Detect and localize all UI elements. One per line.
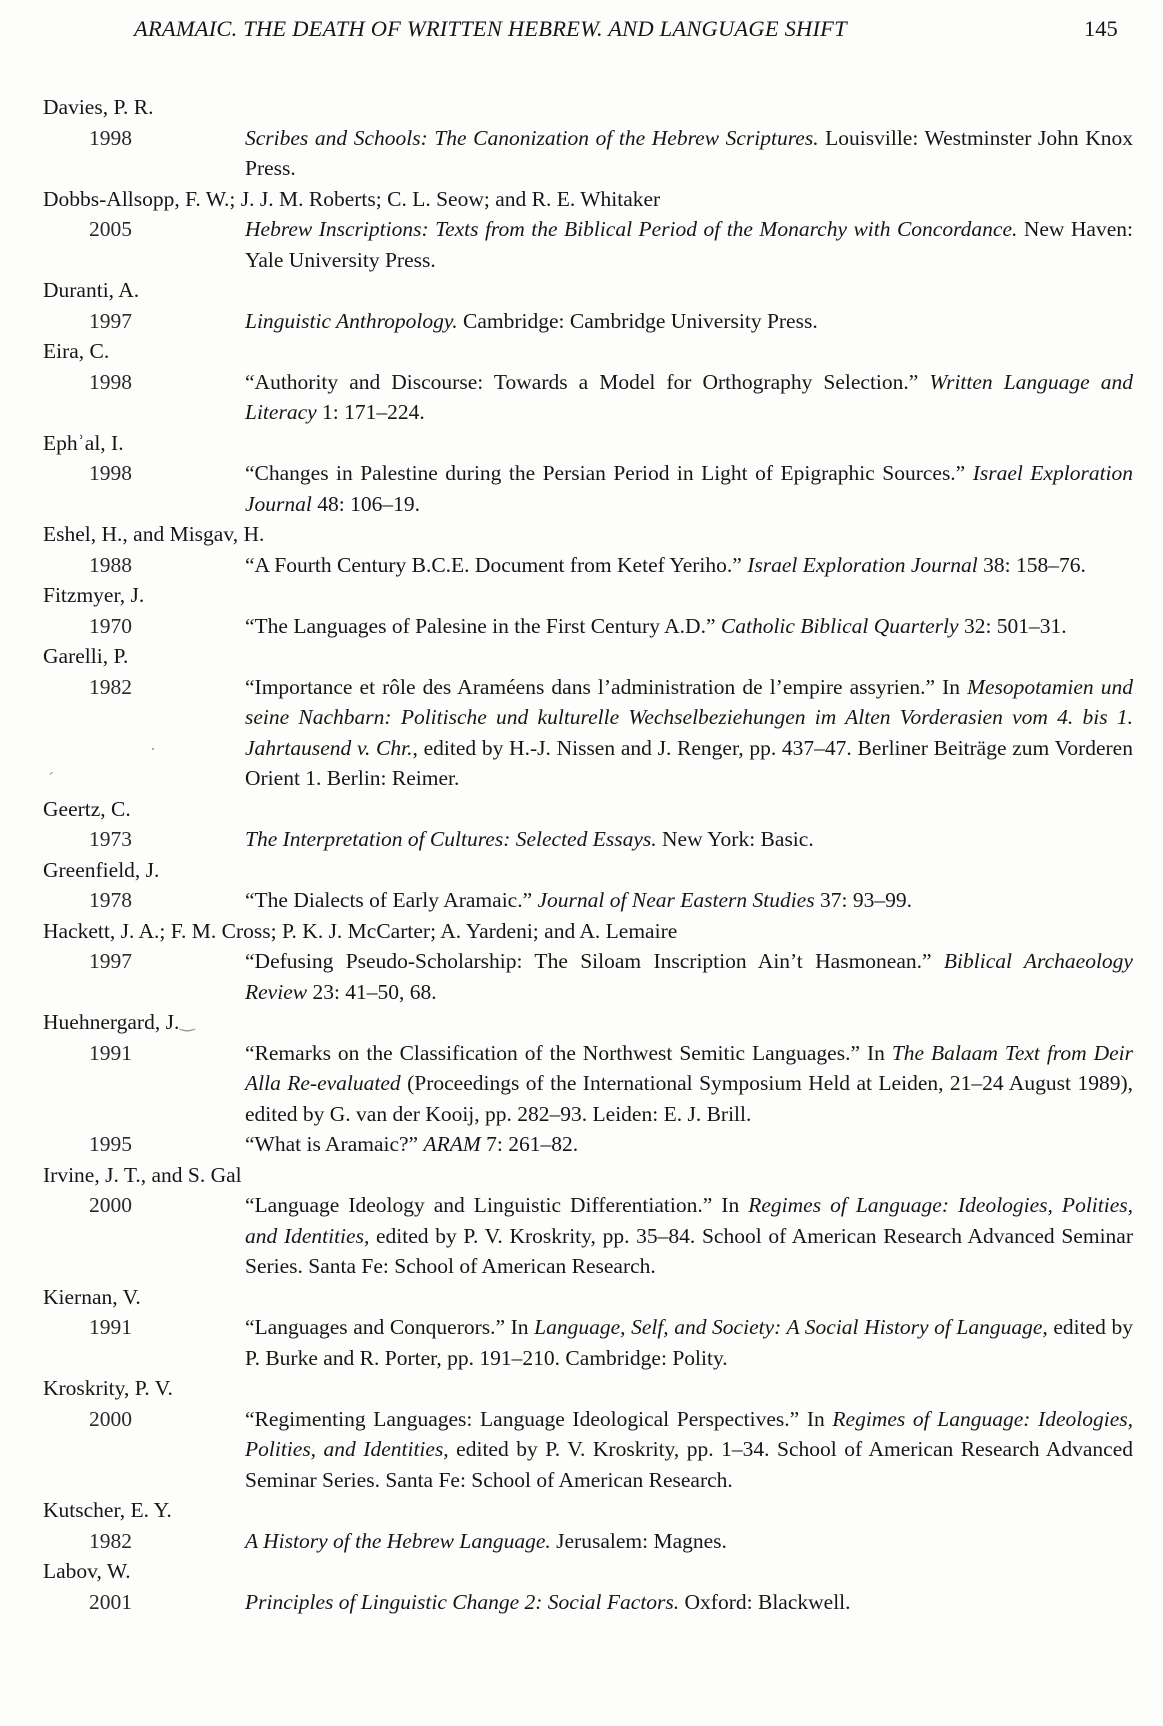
reference-citation [245, 1587, 1133, 1618]
reference-citation [245, 885, 1133, 916]
citation-title: The Balaam Text from Deir Alla Re-evaluated [245, 1040, 1133, 1095]
citation-title: Regimes of Language: Ideologies, Polities, and Identities, [245, 1406, 1133, 1461]
citation-text: edited by P. V. Kroskrity, pp. 35–84. School of American Research Advanced Seminar Series. Santa Fe: School of American Research. [245, 1223, 1133, 1278]
reference-entry [43, 1404, 1133, 1496]
citation-text: “The Dialects of Early Aramaic.” [245, 888, 538, 912]
reference-author: Eshel, H., and Misgav, H. [43, 522, 265, 546]
reference-entry [43, 885, 1133, 916]
reference-author: Garelli, P. [43, 644, 129, 668]
page-number: 145 [1084, 16, 1118, 41]
reference-author: Kiernan, V. [43, 1284, 141, 1309]
scan-speck: · [150, 739, 156, 759]
reference-author: Geertz, C. [43, 796, 131, 821]
citation-title: Scribes and Schools: The Canonization of the Hebrew Scriptures. [245, 125, 819, 150]
citation-text: “Defusing Pseudo-Scholarship: The Siloam Inscription Ain’t Hasmonean.” [245, 949, 944, 973]
reference-year: 2000 [89, 1406, 132, 1431]
citation-title: ARAM [423, 1132, 481, 1156]
reference-entry [43, 214, 1133, 275]
reference-citation [245, 824, 1133, 855]
citation-title: A History of the Hebrew Language. [245, 1528, 551, 1553]
citation-title: Written Language and Literacy [245, 369, 1133, 424]
citation-text: “Importance et rôle des Araméens dans l’administration de l’empire assyrien.” In [245, 674, 968, 699]
reference-citation [245, 672, 1133, 794]
citation-text: 7: 261–82. [480, 1132, 579, 1156]
reference-year: 1978 [89, 888, 132, 912]
reference-year: 1982 [89, 1528, 132, 1553]
bibliography-list [43, 92, 1133, 1617]
reference-entry [43, 824, 1133, 855]
citation-title: Hebrew Inscriptions: Texts from the Biblical Period of the Monarchy with Concordance. [245, 217, 1018, 241]
citation-text: 48: 106–19. [311, 491, 420, 516]
reference-year: 1998 [89, 461, 132, 485]
citation-text: Cambridge: Cambridge University Press. [457, 308, 818, 333]
reference-author: Greenfield, J. [43, 857, 160, 882]
reference-year: 2001 [89, 1589, 132, 1614]
reference-citation [245, 1526, 1133, 1557]
citation-title: Catholic Biblical Quarterly [720, 613, 959, 638]
citation-text: 38: 158–76. [977, 552, 1086, 577]
reference-citation [245, 946, 1133, 1007]
citation-text: “Remarks on the Classification of the Northwest Semitic Languages.” In [245, 1040, 892, 1065]
reference-author: Hackett, J. A.; F. M. Cross; P. K. J. McCarter; A. Yardeni; and A. Lemaire [43, 918, 678, 943]
reference-author: Labov, W. [43, 1559, 131, 1583]
reference-citation [245, 306, 1133, 337]
reference-author: Dobbs-Allsopp, F. W.; J. J. M. Roberts; C. L. Seow; and R. E. Whitaker [43, 186, 661, 211]
citation-title: Mesopotamien und seine Nachbarn: Politische und kulturelle Wechselbeziehungen im Alten Vorderasien vom 4. bis 1. Jahrtausend v. Chr. [245, 674, 1133, 760]
reference-year: 1991 [89, 1315, 132, 1339]
reference-year: 1991 [89, 1040, 132, 1065]
reference-author: Kutscher, E. Y. [43, 1498, 172, 1522]
reference-citation [245, 1312, 1133, 1373]
reference-citation [245, 458, 1133, 519]
reference-year: 1998 [89, 369, 132, 394]
running-head [0, 16, 1163, 46]
reference-author: Eira, C. [43, 339, 110, 363]
reference-author: Ephʾal, I. [43, 430, 124, 455]
reference-citation [245, 550, 1133, 581]
citation-text: 23: 41–50, 68. [307, 979, 437, 1004]
reference-entry [43, 1587, 1133, 1618]
reference-entry [43, 611, 1133, 642]
reference-author: Kroskrity, P. V. [43, 1376, 173, 1400]
reference-citation [245, 123, 1133, 184]
reference-entry [43, 550, 1133, 581]
reference-entry [43, 946, 1133, 1007]
reference-entry [43, 672, 1133, 794]
citation-title: Journal of Near Eastern Studies [537, 888, 815, 912]
reference-author: Davies, P. R. [43, 95, 154, 119]
citation-title: Principles of Linguistic Change 2: Social Factors. [245, 1589, 680, 1614]
reference-entry [43, 1190, 1133, 1282]
citation-text: “Authority and Discourse: Towards a Model for Orthography Selection.” [245, 369, 930, 394]
citation-title: Linguistic Anthropology. [245, 308, 458, 333]
reference-author: Huehnergard, J. [43, 1010, 180, 1034]
reference-year: 1997 [89, 949, 132, 973]
reference-year: 1988 [89, 552, 132, 577]
citation-title: Biblical Archaeology Review [245, 949, 1133, 1004]
citation-text: edited by P. Burke and R. Porter, pp. 191–210. Cambridge: Polity. [245, 1315, 1133, 1370]
reference-entry [43, 1526, 1133, 1557]
reference-author: Duranti, A. [43, 278, 140, 302]
citation-title: Israel Exploration Journal [245, 461, 1134, 516]
reference-entry [43, 367, 1133, 428]
citation-text: Louisville: Westminster John Knox Press. [245, 125, 1134, 180]
citation-title: Regimes of Language: Ideologies, Polities, and Identities, [245, 1193, 1133, 1248]
reference-citation [245, 1038, 1133, 1130]
reference-entry [43, 1038, 1133, 1130]
reference-year: 1982 [89, 674, 132, 699]
reference-year: 1973 [89, 827, 132, 851]
reference-citation [245, 611, 1133, 642]
running-title: ARAMAIC. THE DEATH OF WRITTEN HEBREW. AND LANGUAGE SHIFT [134, 16, 847, 41]
scan-speck: ‿ [180, 1011, 195, 1031]
reference-entry [43, 1129, 1133, 1160]
citation-text: 37: 93–99. [814, 888, 912, 912]
reference-citation [245, 1190, 1133, 1282]
reference-year: 1998 [89, 125, 132, 150]
reference-entry [43, 1312, 1133, 1373]
reference-entry [43, 123, 1133, 184]
citation-text: “What is Aramaic?” [245, 1132, 424, 1156]
reference-year: 2005 [89, 217, 132, 241]
citation-text: “A Fourth Century B.C.E. Document from Ketef Yeriho.” [245, 552, 748, 577]
citation-text: “Languages and Conquerors.” In [245, 1315, 535, 1339]
reference-citation [245, 367, 1133, 428]
reference-entry [43, 458, 1133, 519]
reference-citation [245, 214, 1133, 275]
citation-text: , edited by H.-J. Nissen and J. Renger, pp. 437–47. Berliner Beiträge zum Vorderen Orient 1. Berlin: Reimer. [245, 735, 1133, 790]
citation-text: “The Languages of Palesine in the First Century A.D.” [245, 613, 721, 638]
citation-text: New York: Basic. [656, 827, 814, 851]
citation-text: Oxford: Blackwell. [679, 1589, 851, 1614]
citation-text: edited by P. V. Kroskrity, pp. 1–34. School of American Research Advanced Seminar Series. Santa Fe: School of American Research. [245, 1437, 1133, 1492]
citation-title: Israel Exploration Journal [747, 552, 978, 577]
reference-year: 1995 [89, 1132, 132, 1156]
reference-entry [43, 306, 1133, 337]
reference-year: 1997 [89, 308, 132, 333]
citation-text: (Proceedings of the International Symposium Held at Leiden, 21–24 August 1989), edited by G. van der Kooij, pp. 282–93. Leiden: E. J. Brill. [245, 1071, 1133, 1126]
citation-text: “Language Ideology and Linguistic Differentiation.” In [245, 1193, 749, 1217]
citation-text: New Haven: Yale University Press. [245, 217, 1133, 272]
reference-author: Fitzmyer, J. [43, 583, 145, 607]
citation-text: “Regimenting Languages: Language Ideological Perspectives.” In [245, 1406, 833, 1431]
reference-year: 2000 [89, 1193, 132, 1217]
scan-speck: ´ [48, 769, 54, 789]
citation-title: Language, Self, and Society: A Social History of Language, [534, 1315, 1048, 1339]
citation-text: 32: 501–31. [958, 613, 1067, 638]
citation-text: 1: 171–224. [316, 400, 425, 424]
citation-text: “Changes in Palestine during the Persian Period in Light of Epigraphic Sources.” [245, 461, 973, 485]
reference-author: Irvine, J. T., and S. Gal [43, 1162, 242, 1187]
reference-citation [245, 1404, 1133, 1496]
reference-citation [245, 1129, 1133, 1160]
citation-title: The Interpretation of Cultures: Selected Essays. [245, 827, 657, 851]
reference-year: 1970 [89, 613, 132, 638]
citation-text: Jerusalem: Magnes. [550, 1528, 727, 1553]
